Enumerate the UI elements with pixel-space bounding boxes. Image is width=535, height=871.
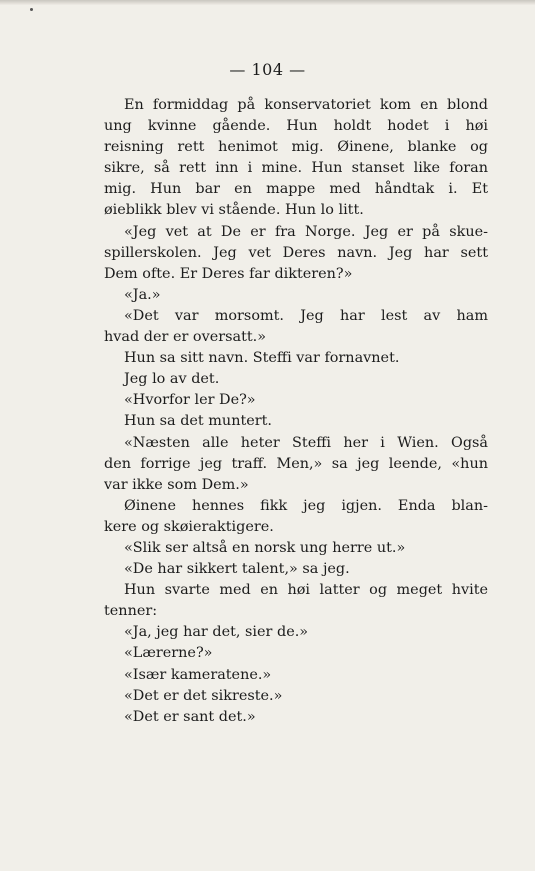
page-top-edge (0, 0, 535, 5)
text-line: spillerskolen. Jeg vet Deres navn. Jeg har sett (104, 244, 488, 261)
text-line: reisning rett henimot mig. Øinene, blanke og (104, 139, 488, 156)
text-line: En formiddag på konservatoriet kom en blond (124, 97, 488, 113)
paragraph (104, 369, 488, 390)
body-text (104, 95, 488, 728)
text-line: «Slik ser altså en norsk ung herre ut.» (124, 539, 406, 556)
paragraph (104, 686, 488, 707)
paragraph (104, 643, 488, 664)
text-line: «De har sikkert talent,» sa jeg. (124, 561, 350, 578)
paragraph (104, 390, 488, 411)
paragraph (104, 222, 488, 285)
paragraph (104, 433, 488, 496)
text-line: Jeg lo av det. (124, 371, 220, 388)
text-line: øieblikk blev vi stående. Hun lo litt. (104, 202, 364, 219)
paragraph (104, 707, 488, 728)
text-line: «Det var morsomt. Jeg har lest av ham (124, 307, 488, 324)
paragraph (104, 306, 488, 348)
text-line: «Ja.» (124, 286, 161, 303)
paragraph (104, 622, 488, 643)
text-line: «Jeg vet at De er fra Norge. Jeg er på skue- (124, 223, 488, 240)
paragraph (104, 538, 488, 559)
text-line: Hun svarte med en høi latter og meget hvite (124, 582, 488, 599)
paragraph (104, 348, 488, 369)
text-line: den forrige jeg traff. Men,» sa jeg leende, «hun (104, 455, 488, 472)
paragraph (104, 95, 488, 222)
text-line: «Lærerne?» (124, 645, 213, 662)
text-line: Hun sa sitt navn. Steffi var fornavnet. (124, 350, 400, 367)
text-line: «Ja, jeg har det, sier de.» (124, 624, 309, 641)
paragraph (104, 496, 488, 538)
text-line: mig. Hun bar en mappe med håndtak i. Et (104, 181, 488, 198)
paragraph (104, 411, 488, 432)
text-line: «Det er sant det.» (124, 708, 256, 725)
text-line: «Især kameratene.» (124, 666, 272, 683)
text-line: «Det er det sikreste.» (124, 687, 283, 704)
ink-speck (30, 8, 33, 11)
text-line: «Næsten alle heter Steffi her i Wien. Også (124, 434, 488, 451)
text-line: ung kvinne gående. Hun holdt hodet i høi (104, 118, 488, 135)
text-line: «Hvorfor ler De?» (124, 392, 256, 409)
text-line: hvad der er oversatt.» (104, 329, 267, 346)
text-line: kere og skøieraktigere. (104, 518, 274, 535)
paragraph (104, 559, 488, 580)
text-line: tenner: (104, 603, 158, 620)
paragraph (104, 580, 488, 622)
text-line: var ikke som Dem.» (104, 476, 249, 493)
paragraph (104, 285, 488, 306)
paragraph (104, 665, 488, 686)
page-number: — 104 — (229, 60, 306, 79)
text-line: sikre, så rett inn i mine. Hun stanset like foran (104, 160, 488, 177)
text-line: Dem ofte. Er Deres far dikteren?» (104, 265, 353, 282)
text-line: Hun sa det muntert. (124, 413, 273, 430)
text-line: Øinene hennes fikk jeg igjen. Enda blan- (124, 497, 488, 514)
